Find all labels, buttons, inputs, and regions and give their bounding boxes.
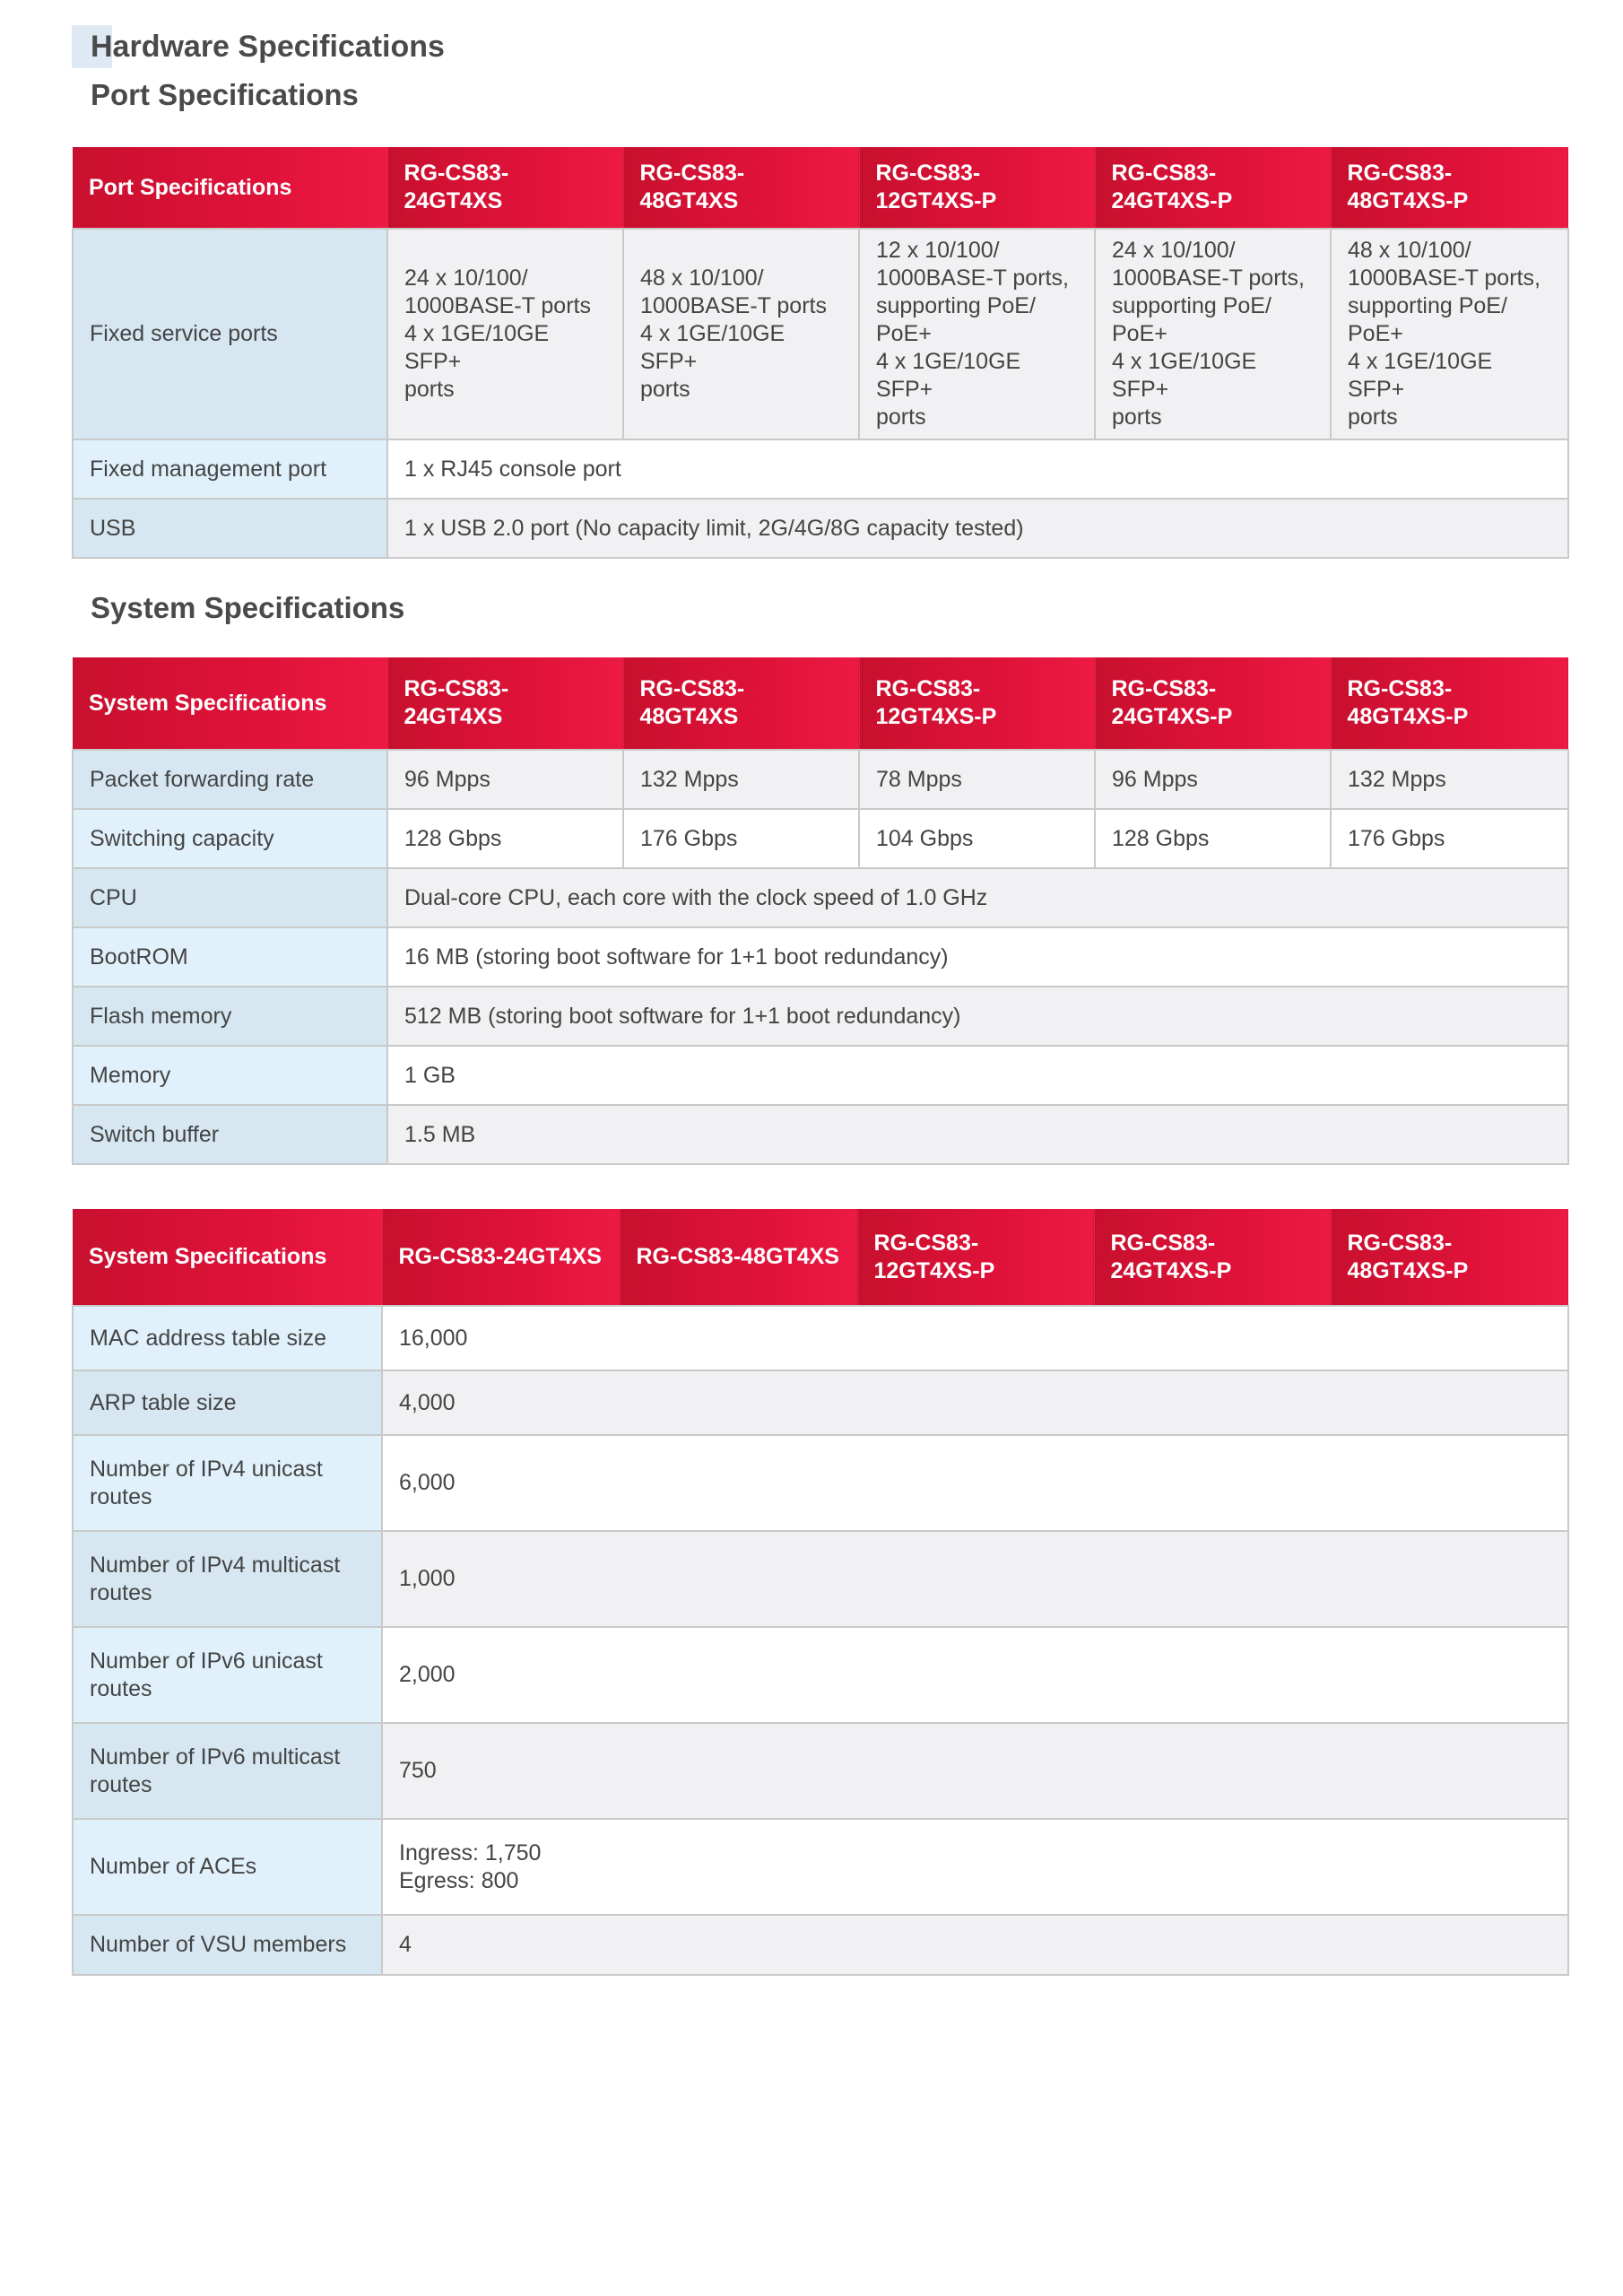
table-row — [73, 1105, 1568, 1164]
table-row — [73, 1819, 1568, 1915]
row-label: USB — [73, 499, 387, 558]
row-label: Packet forwarding rate — [73, 750, 387, 809]
page-title: Hardware Specifications — [91, 30, 445, 64]
table-cell: 1 GB — [387, 1046, 1568, 1105]
table-cell: 16 MB (storing boot software for 1+1 boot redundancy) — [387, 927, 1568, 987]
table-cell: 2,000 — [382, 1627, 1568, 1723]
table-cell: 6,000 — [382, 1435, 1568, 1531]
system-specifications-table — [72, 657, 1569, 1165]
column-header: RG-CS83- 48GT4XS-P — [1331, 147, 1568, 229]
column-header: System Specifications — [73, 657, 387, 750]
table-cell: 128 Gbps — [1095, 809, 1331, 868]
column-header: RG-CS83- 48GT4XS-P — [1331, 657, 1568, 750]
table-cell: 128 Gbps — [387, 809, 623, 868]
row-label: Memory — [73, 1046, 387, 1105]
table-row — [73, 229, 1568, 439]
table-cell: 78 Mpps — [859, 750, 1095, 809]
table-header-row — [73, 147, 1568, 229]
row-label: Number of IPv4 multicast routes — [73, 1531, 382, 1627]
table-cell: 12 x 10/100/ 1000BASE-T ports, supporting PoE/ PoE+ 4 x 1GE/10GE SFP+ ports — [859, 229, 1095, 439]
column-header: RG-CS83-24GT4XS — [387, 657, 623, 750]
table-cell: 16,000 — [382, 1306, 1568, 1370]
table-row — [73, 1046, 1568, 1105]
table-cell: 1 x RJ45 console port — [387, 439, 1568, 499]
table-cell: 176 Gbps — [1331, 809, 1568, 868]
table-cell: 48 x 10/100/ 1000BASE-T ports, supporting PoE/ PoE+ 4 x 1GE/10GE SFP+ ports — [1331, 229, 1568, 439]
row-label: Fixed service ports — [73, 229, 387, 439]
table-cell: 132 Mpps — [1331, 750, 1568, 809]
row-label: Number of VSU members — [73, 1915, 382, 1975]
row-label: MAC address table size — [73, 1306, 382, 1370]
table-cell: 1.5 MB — [387, 1105, 1568, 1164]
table-cell: 132 Mpps — [623, 750, 859, 809]
table-row — [73, 868, 1568, 927]
column-header: RG-CS83- 12GT4XS-P — [857, 1209, 1094, 1306]
system-specifications-heading: System Specifications — [91, 591, 405, 624]
port-specifications-table — [72, 147, 1569, 559]
column-header: RG-CS83- 48GT4XS-P — [1331, 1209, 1568, 1306]
column-header: RG-CS83- 24GT4XS-P — [1095, 147, 1331, 229]
row-label: CPU — [73, 868, 387, 927]
column-header: System Specifications — [73, 1209, 382, 1306]
table-cell: 104 Gbps — [859, 809, 1095, 868]
row-label: Number of ACEs — [73, 1819, 382, 1915]
column-header: RG-CS83- 24GT4XS-P — [1095, 657, 1331, 750]
table-row — [73, 750, 1568, 809]
row-label: Switch buffer — [73, 1105, 387, 1164]
column-header: RG-CS83-24GT4XS — [387, 147, 623, 229]
column-header: RG-CS83- 12GT4XS-P — [859, 147, 1095, 229]
table-header-row — [73, 1209, 1568, 1306]
table-cell: 1,000 — [382, 1531, 1568, 1627]
table-row — [73, 927, 1568, 987]
table-row — [73, 809, 1568, 868]
table-cell: 512 MB (storing boot software for 1+1 boot redundancy) — [387, 987, 1568, 1046]
row-label: Number of IPv4 unicast routes — [73, 1435, 382, 1531]
table-row — [73, 987, 1568, 1046]
table-row — [73, 1531, 1568, 1627]
column-header: RG-CS83- 24GT4XS-P — [1094, 1209, 1331, 1306]
column-header: RG-CS83-48GT4XS — [620, 1209, 857, 1306]
table-cell: 24 x 10/100/ 1000BASE-T ports 4 x 1GE/10GE SFP+ ports — [387, 229, 623, 439]
table-cell: 96 Mpps — [1095, 750, 1331, 809]
table-cell: 4,000 — [382, 1370, 1568, 1435]
table-cell: 48 x 10/100/ 1000BASE-T ports 4 x 1GE/10GE SFP+ ports — [623, 229, 859, 439]
table-row — [73, 1370, 1568, 1435]
table-header-row — [73, 657, 1568, 750]
table-cell: 4 — [382, 1915, 1568, 1975]
row-label: Number of IPv6 multicast routes — [73, 1723, 382, 1819]
table-cell: Dual-core CPU, each core with the clock speed of 1.0 GHz — [387, 868, 1568, 927]
table-row — [73, 1435, 1568, 1531]
table-row — [73, 499, 1568, 558]
table-cell: Ingress: 1,750 Egress: 800 — [382, 1819, 1568, 1915]
system-specifications-table-continued — [72, 1209, 1569, 1976]
table-row — [73, 439, 1568, 499]
table-cell: 750 — [382, 1723, 1568, 1819]
table-cell: 96 Mpps — [387, 750, 623, 809]
row-label: Switching capacity — [73, 809, 387, 868]
table-row — [73, 1627, 1568, 1723]
table-row — [73, 1915, 1568, 1975]
table-row — [73, 1306, 1568, 1370]
row-label: Fixed management port — [73, 439, 387, 499]
row-label: BootROM — [73, 927, 387, 987]
table-cell: 24 x 10/100/ 1000BASE-T ports, supporting PoE/ PoE+ 4 x 1GE/10GE SFP+ ports — [1095, 229, 1331, 439]
column-header: RG-CS83- 12GT4XS-P — [859, 657, 1095, 750]
port-specifications-heading: Port Specifications — [91, 78, 359, 111]
row-label: Number of IPv6 unicast routes — [73, 1627, 382, 1723]
column-header: RG-CS83-24GT4XS — [382, 1209, 620, 1306]
table-cell: 176 Gbps — [623, 809, 859, 868]
table-cell: 1 x USB 2.0 port (No capacity limit, 2G/4G/8G capacity tested) — [387, 499, 1568, 558]
table-row — [73, 1723, 1568, 1819]
column-header: RG-CS83-48GT4XS — [623, 657, 859, 750]
column-header: Port Specifications — [73, 147, 387, 229]
column-header: RG-CS83-48GT4XS — [623, 147, 859, 229]
row-label: Flash memory — [73, 987, 387, 1046]
row-label: ARP table size — [73, 1370, 382, 1435]
